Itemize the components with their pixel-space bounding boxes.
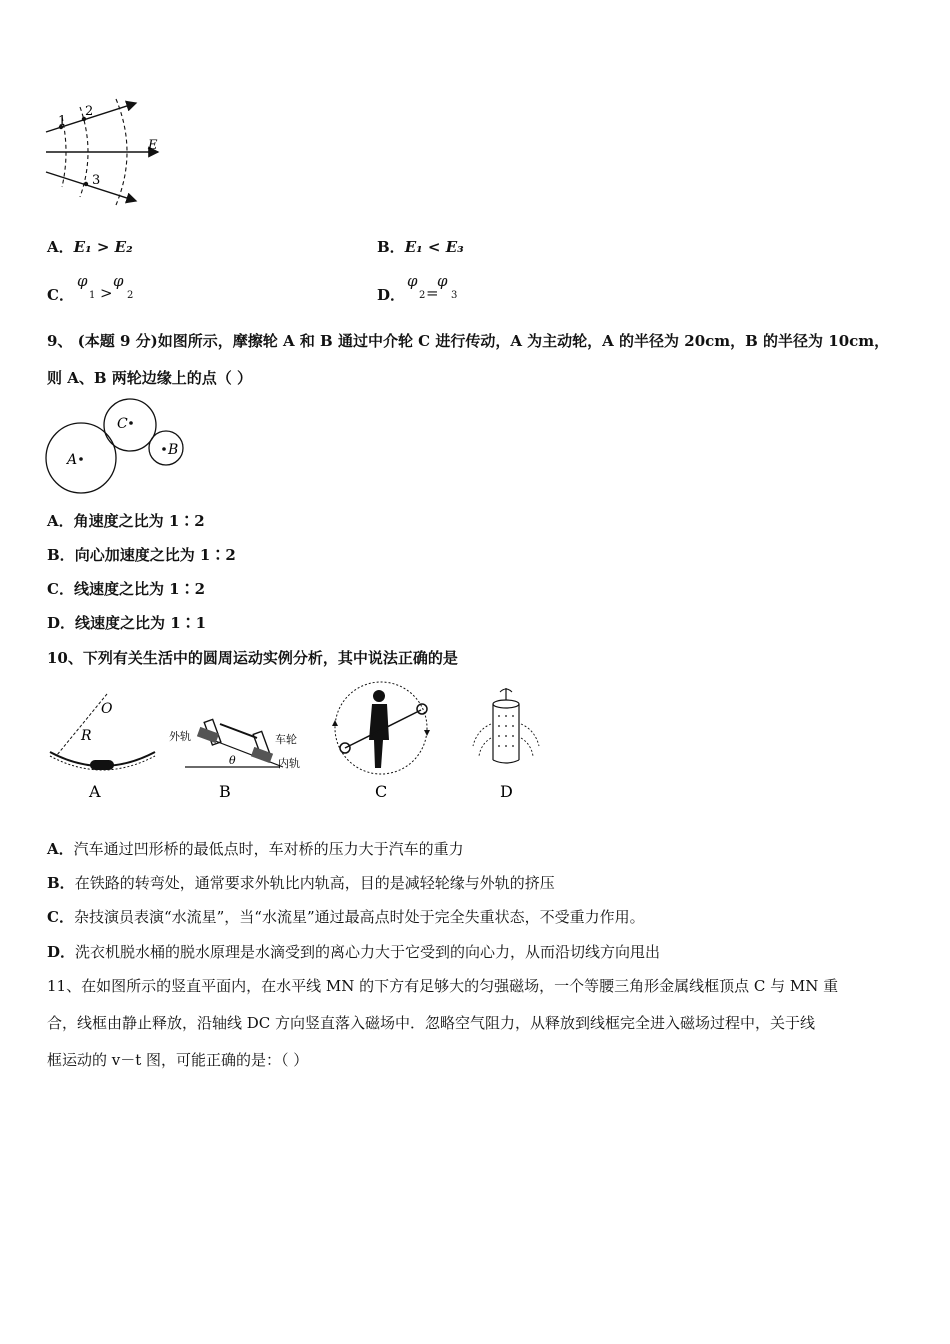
q10-stem: 10、下列有关生活中的圆周运动实例分析，其中说法正确的是	[47, 649, 458, 667]
q11-stem-line1: 11、在如图所示的竖直平面内，在水平线 MN 的下方有足够大的匀强磁场，一个等腰三角形金属线框顶点 C 与 MN 重	[47, 977, 839, 995]
q10-option-c: C．杂技演员表演“水流星”，当“水流星”通过最高点时处于完全失重状态，不受重力作用。	[47, 908, 645, 926]
label-1: 1	[58, 114, 67, 129]
field-line-lower	[46, 172, 136, 201]
q10-option-a: A．汽车通过凹形桥的最低点时，车对桥的压力大于汽车的重力	[47, 840, 464, 858]
phi-symbol: φ	[407, 272, 418, 290]
car	[90, 760, 114, 770]
subscript: 2	[127, 290, 134, 301]
q9-option-d: D．线速度之比为 1∶1	[47, 614, 207, 632]
phi-symbol: φ	[113, 272, 124, 290]
label-B: B	[168, 442, 179, 458]
label-outer-rail: 外轨	[169, 730, 191, 743]
label-inner-rail: 内轨	[278, 757, 300, 770]
option-label: C．	[47, 286, 74, 304]
caption-a: A	[89, 782, 101, 801]
q9-stem-line2: 则 A、B 两轮边缘上的点（ ）	[47, 369, 252, 387]
q8-option-a	[47, 236, 133, 257]
option-text: E₁ < E₃	[404, 238, 464, 256]
subscript: 2	[419, 290, 426, 301]
q9-stem-line1: 9、 (本题 9 分)如图所示，摩擦轮 A 和 B 通过中介轮 C 进行传动，A 为主动轮，A 的半径为 20cm，B 的半径为 10cm，	[47, 332, 890, 350]
option-label: B．	[377, 238, 405, 256]
caption-b: B	[219, 782, 231, 801]
q8-field-figure	[40, 95, 170, 210]
q10-circular-motion-figure	[45, 680, 555, 805]
q9-option-c: C．线速度之比为 1∶2	[47, 580, 206, 598]
relation: =	[426, 284, 439, 302]
label-2: 2	[85, 104, 94, 119]
subscript: 3	[451, 290, 458, 301]
q11-stem-line3: 框运动的 v－t 图，可能正确的是：（ ）	[47, 1051, 309, 1069]
figure-b-railway	[169, 719, 300, 801]
q9-option-b: B．向心加速度之比为 1∶2	[47, 546, 236, 564]
label-O: O	[101, 701, 113, 717]
option-label: D．	[377, 286, 406, 304]
label-3: 3	[92, 173, 101, 188]
q8-option-c	[47, 272, 167, 306]
q9-friction-wheels-figure	[40, 395, 190, 497]
wheel-C	[104, 399, 156, 451]
label-A: A	[67, 452, 78, 468]
caption-d: D	[500, 782, 513, 801]
relation: >	[100, 284, 113, 302]
q11-stem-line2: 合，线框由静止释放，沿轴线 DC 方向竖直落入磁场中．忽略空气阻力，从释放到线框完全进入磁场过程中，关于线	[47, 1014, 816, 1032]
q10-option-b: B．在铁路的转弯处，通常要求外轨比内轨高，目的是减轻轮缘与外轨的挤压	[47, 874, 555, 892]
q9-option-a: A．角速度之比为 1∶2	[47, 512, 205, 530]
label-R: R	[81, 728, 92, 744]
option-label: A．	[47, 238, 74, 256]
caption-c: C	[375, 782, 388, 801]
label-C: C	[117, 416, 128, 432]
point-3	[84, 182, 88, 186]
figure-d-spin-dryer	[473, 688, 539, 801]
label-theta: θ	[229, 754, 236, 767]
q8-option-b	[377, 236, 464, 257]
subscript: 1	[89, 290, 96, 301]
phi-symbol: φ	[77, 272, 88, 290]
figure-c-water-meteor	[332, 682, 430, 801]
q8-option-d	[377, 272, 497, 306]
figure-a-concave-bridge	[50, 694, 155, 801]
option-text: E₁ > E₂	[73, 238, 133, 256]
phi-symbol: φ	[437, 272, 448, 290]
label-wheel: 车轮	[275, 733, 297, 746]
q10-option-d: D．洗衣机脱水桶的脱水原理是水滴受到的离心力大于它受到的向心力，从而沿切线方向甩出	[47, 943, 661, 961]
label-E: E	[148, 138, 158, 153]
